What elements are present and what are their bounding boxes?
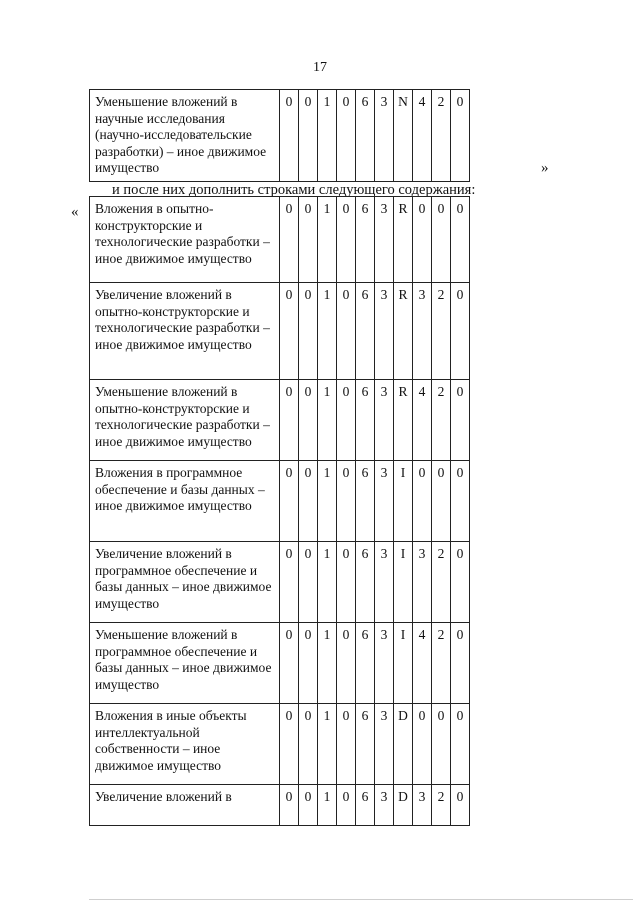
code-cell: 6: [356, 197, 375, 283]
table-row: [90, 197, 470, 283]
code-cell: 0: [451, 785, 470, 826]
table-row: [90, 90, 470, 182]
code-cell: 6: [356, 283, 375, 380]
table-row: [90, 623, 470, 704]
code-cell: 0: [299, 90, 318, 182]
page-edge-line: [89, 899, 633, 900]
code-cell: 0: [280, 542, 299, 623]
code-cell: 0: [337, 542, 356, 623]
second-table: [89, 196, 470, 826]
code-cell: 6: [356, 90, 375, 182]
code-cell: 3: [375, 704, 394, 785]
code-cell: 0: [337, 380, 356, 461]
table-row: [90, 542, 470, 623]
row-description: Увеличение вложений в опытно-конструкторские и технологические разработки – иное движимое имущество: [90, 283, 280, 380]
code-cell: 0: [337, 704, 356, 785]
code-cell: 2: [432, 542, 451, 623]
code-cell: 0: [299, 283, 318, 380]
code-cell: 3: [375, 785, 394, 826]
code-cell: 0: [280, 90, 299, 182]
table-row: [90, 283, 470, 380]
code-cell: 6: [356, 785, 375, 826]
code-cell: 0: [451, 623, 470, 704]
table-row: [90, 461, 470, 542]
code-cell: 6: [356, 542, 375, 623]
code-cell: 3: [413, 283, 432, 380]
row-description: Уменьшение вложений в научные исследования (научно-исследовательские разработки) – иное движимое имущество: [90, 90, 280, 182]
code-cell: 0: [451, 197, 470, 283]
code-cell: 6: [356, 704, 375, 785]
code-cell: 0: [432, 197, 451, 283]
code-cell: 0: [451, 90, 470, 182]
code-cell: 0: [280, 283, 299, 380]
table-row: [90, 704, 470, 785]
code-cell: 0: [299, 197, 318, 283]
code-cell: 2: [432, 785, 451, 826]
code-cell: 1: [318, 283, 337, 380]
opening-quote: «: [71, 204, 79, 220]
row-description: Увеличение вложений в: [90, 785, 280, 826]
code-cell: 0: [451, 704, 470, 785]
code-cell: R: [394, 197, 413, 283]
code-cell: 1: [318, 704, 337, 785]
code-cell: 0: [451, 461, 470, 542]
code-cell: 0: [432, 704, 451, 785]
code-cell: 4: [413, 623, 432, 704]
code-cell: I: [394, 623, 413, 704]
code-cell: 3: [375, 461, 394, 542]
row-description: Уменьшение вложений в опытно-конструкторские и технологические разработки – иное движимое имущество: [90, 380, 280, 461]
code-cell: 0: [451, 380, 470, 461]
row-description: Вложения в иные объекты интеллектуальной собственности – иное движимое имущество: [90, 704, 280, 785]
code-cell: 0: [337, 90, 356, 182]
code-cell: 0: [337, 197, 356, 283]
code-cell: 0: [337, 283, 356, 380]
code-cell: 0: [299, 461, 318, 542]
code-cell: I: [394, 542, 413, 623]
code-cell: 2: [432, 380, 451, 461]
code-cell: 0: [299, 380, 318, 461]
code-cell: 0: [280, 623, 299, 704]
table-row: [90, 785, 470, 826]
code-cell: 6: [356, 623, 375, 704]
code-cell: 0: [299, 623, 318, 704]
code-cell: 0: [413, 704, 432, 785]
row-description: Уменьшение вложений в программное обеспечение и базы данных – иное движимое имущество: [90, 623, 280, 704]
code-cell: 0: [280, 380, 299, 461]
code-cell: D: [394, 785, 413, 826]
row-description: Вложения в программное обеспечение и базы данных – иное движимое имущество: [90, 461, 280, 542]
code-cell: 3: [413, 785, 432, 826]
code-cell: 0: [280, 461, 299, 542]
table-row: [90, 380, 470, 461]
code-cell: 1: [318, 785, 337, 826]
first-table: [89, 89, 470, 182]
code-cell: 0: [280, 197, 299, 283]
code-cell: 3: [375, 542, 394, 623]
code-cell: R: [394, 283, 413, 380]
code-cell: 0: [432, 461, 451, 542]
code-cell: 3: [375, 197, 394, 283]
code-cell: 0: [337, 461, 356, 542]
continuation-text: и после них дополнить строками следующего содержания:: [112, 182, 476, 198]
code-cell: 4: [413, 380, 432, 461]
code-cell: 2: [432, 283, 451, 380]
code-cell: I: [394, 461, 413, 542]
code-cell: 1: [318, 461, 337, 542]
code-cell: 0: [337, 623, 356, 704]
code-cell: 1: [318, 90, 337, 182]
code-cell: 1: [318, 542, 337, 623]
row-description: Вложения в опытно-конструкторские и технологические разработки – иное движимое имущество: [90, 197, 280, 283]
code-cell: 0: [451, 542, 470, 623]
code-cell: 4: [413, 90, 432, 182]
code-cell: 3: [375, 380, 394, 461]
code-cell: 3: [413, 542, 432, 623]
code-cell: 0: [299, 542, 318, 623]
code-cell: 1: [318, 380, 337, 461]
code-cell: 0: [451, 283, 470, 380]
code-cell: 1: [318, 623, 337, 704]
page-number: 17: [313, 60, 327, 75]
code-cell: 0: [299, 704, 318, 785]
closing-quote: »: [541, 160, 549, 176]
code-cell: 2: [432, 623, 451, 704]
code-cell: 0: [299, 785, 318, 826]
code-cell: 6: [356, 380, 375, 461]
code-cell: R: [394, 380, 413, 461]
code-cell: 0: [280, 785, 299, 826]
code-cell: 0: [280, 704, 299, 785]
row-description: Увеличение вложений в программное обеспечение и базы данных – иное движимое имущество: [90, 542, 280, 623]
code-cell: 0: [413, 461, 432, 542]
code-cell: 2: [432, 90, 451, 182]
code-cell: 3: [375, 283, 394, 380]
code-cell: 0: [413, 197, 432, 283]
code-cell: 6: [356, 461, 375, 542]
code-cell: 1: [318, 197, 337, 283]
code-cell: 0: [337, 785, 356, 826]
code-cell: D: [394, 704, 413, 785]
code-cell: 3: [375, 623, 394, 704]
code-cell: 3: [375, 90, 394, 182]
code-cell: N: [394, 90, 413, 182]
